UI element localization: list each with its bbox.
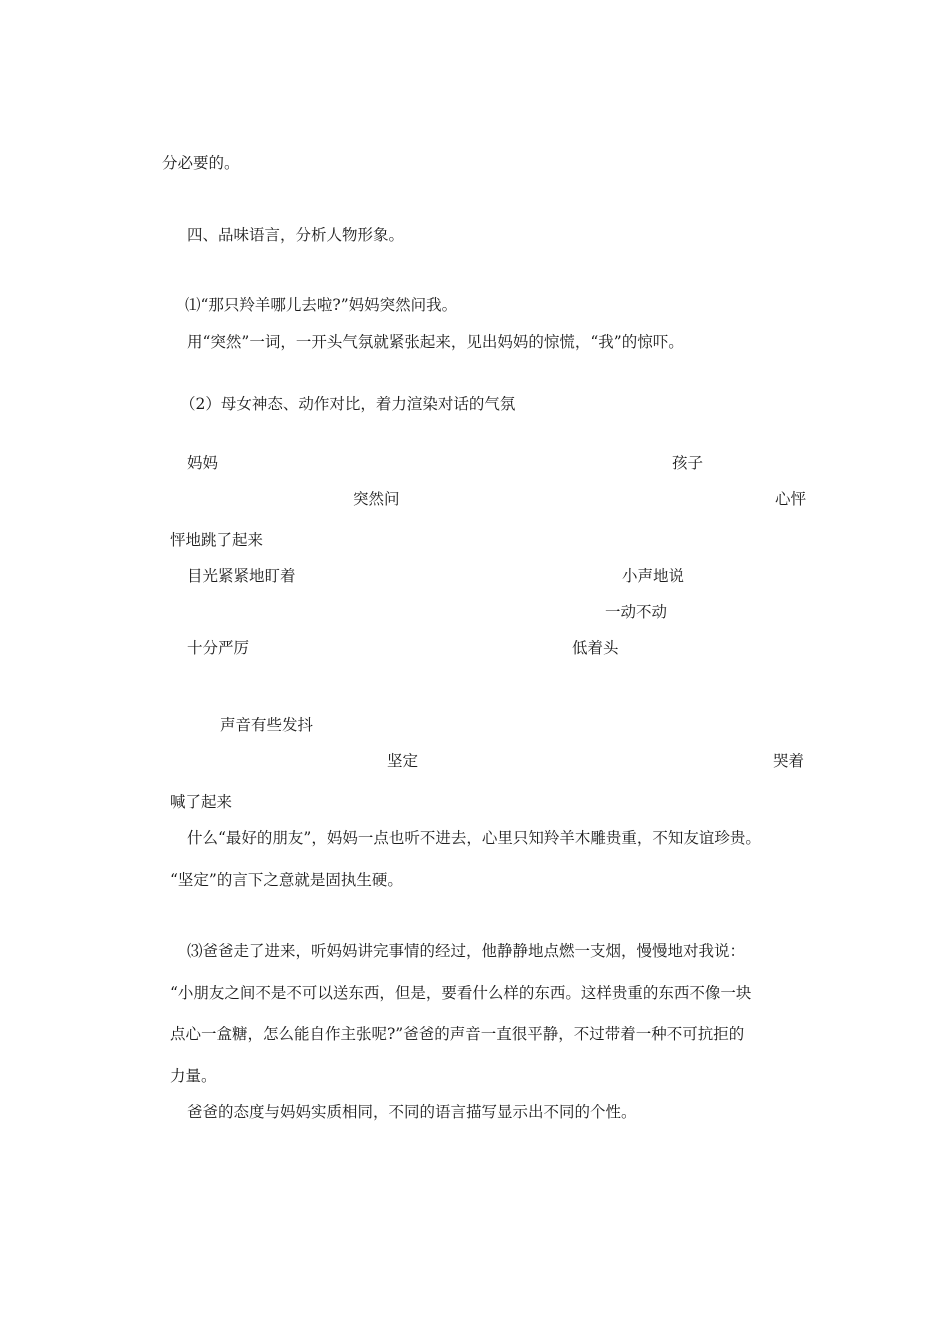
item1-analysis: 用“突然”一词，一开头气氛就紧张起来，见出妈妈的惊慌，“我”的惊吓。 bbox=[187, 333, 684, 351]
phrase-head-down: 低着头 bbox=[572, 639, 619, 657]
phrase-firm: 坚定 bbox=[387, 752, 419, 770]
item2-analysis-line2: “坚定”的言下之意就是固执生硬。 bbox=[170, 871, 403, 889]
phrase-whisper: 小声地说 bbox=[622, 567, 685, 585]
continuation-text: 分必要的。 bbox=[162, 154, 240, 172]
item3-line2: “小朋友之间不是不可以送东西，但是，要看什么样的东西。这样贵重的东西不像一块 bbox=[170, 984, 752, 1002]
item2-heading: （2）母女神态、动作对比，着力渲染对话的气氛 bbox=[180, 395, 516, 413]
item2-analysis-line1: 什么“最好的朋友”，妈妈一点也听不进去，心里只知羚羊木雕贵重，不知友谊珍贵。 bbox=[187, 829, 761, 847]
phrase-stare: 目光紧紧地盯着 bbox=[187, 567, 296, 585]
phrase-crying: 哭着 bbox=[773, 752, 805, 770]
phrase-stern: 十分严厉 bbox=[187, 639, 250, 657]
item3-line4: 力量。 bbox=[170, 1067, 217, 1085]
phrase-heart-pound: 心怦 bbox=[775, 490, 807, 508]
phrase-pound-jump: 怦地跳了起来 bbox=[170, 531, 264, 549]
phrase-shouted: 喊了起来 bbox=[170, 793, 233, 811]
item1-quote: ⑴“那只羚羊哪儿去啦?”妈妈突然问我。 bbox=[185, 296, 458, 314]
section-heading: 四、品味语言，分析人物形象。 bbox=[187, 226, 405, 244]
item3-line1: ⑶爸爸走了进来，听妈妈讲完事情的经过，他静静地点燃一支烟，慢慢地对我说： bbox=[187, 942, 746, 960]
phrase-voice-tremble: 声音有些发抖 bbox=[220, 716, 314, 734]
item3-line3: 点心一盒糖，怎么能自作主张呢?”爸爸的声音一直很平静，不过带着一种不可抗拒的 bbox=[170, 1025, 745, 1043]
label-child: 孩子 bbox=[672, 454, 704, 472]
label-mother: 妈妈 bbox=[187, 454, 219, 472]
item3-analysis: 爸爸的态度与妈妈实质相同，不同的语言描写显示出不同的个性。 bbox=[187, 1103, 637, 1121]
phrase-sudden-ask: 突然问 bbox=[353, 490, 400, 508]
phrase-motionless: 一动不动 bbox=[605, 603, 668, 621]
